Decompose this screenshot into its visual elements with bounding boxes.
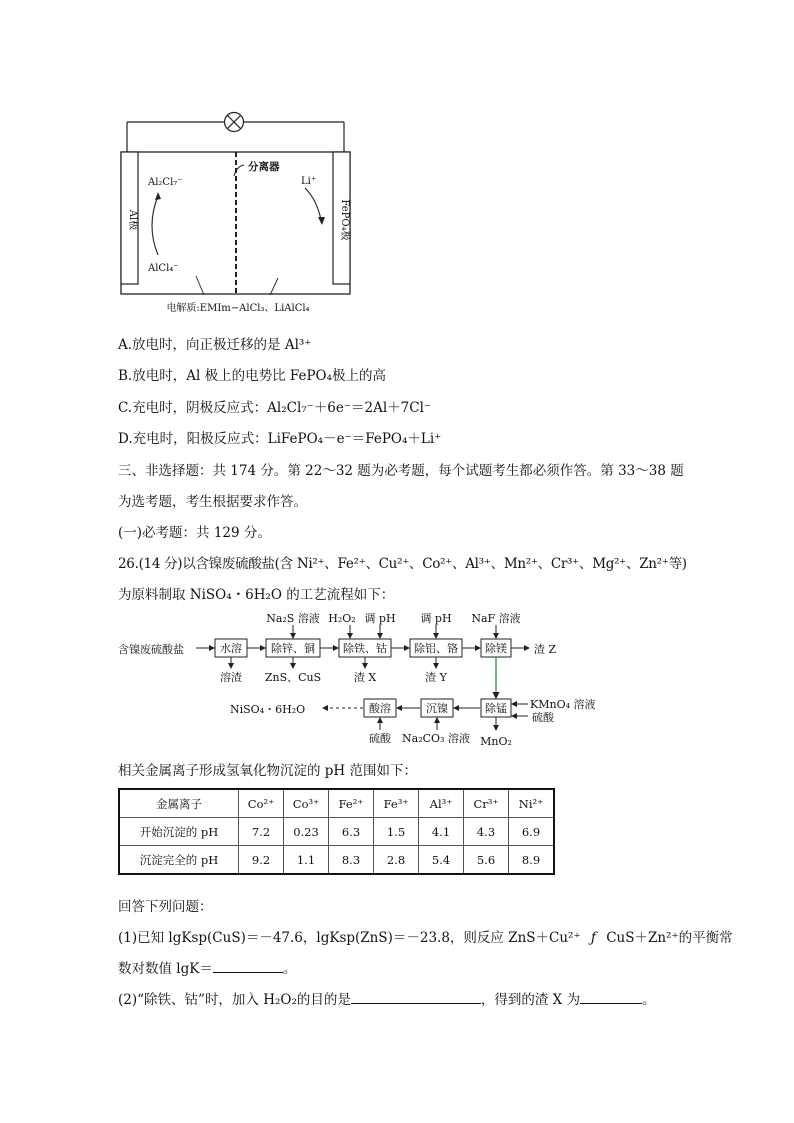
flow-reagent6a: KMnO₄ 溶液 bbox=[530, 698, 596, 711]
option-b: B.放电时，Al 极上的电势比 FePO₄极上的高 bbox=[118, 368, 387, 384]
flow-box5-label: 除镁 bbox=[485, 642, 507, 655]
flow-out6: MnO₂ bbox=[480, 735, 512, 748]
flow-reagent5: NaF 溶液 bbox=[471, 612, 521, 625]
table-cell: 开始沉淀的 pH bbox=[119, 818, 239, 846]
q1-line2-text: 数对数值 lgK＝ bbox=[118, 961, 213, 977]
separator-label: 分离器 bbox=[248, 161, 280, 173]
q1-line2-end: 。 bbox=[282, 961, 297, 977]
table-cell: 6.9 bbox=[509, 818, 555, 846]
flow-box4-label: 除铝、铬 bbox=[414, 642, 458, 655]
table-row bbox=[119, 818, 554, 846]
flow-box7-label: 沉镍 bbox=[426, 702, 448, 715]
q2-text-mid: ，得到的渣 X 为 bbox=[480, 992, 581, 1008]
q1-text-a: (1)已知 lgKsp(CuS)＝－47.6，lgKsp(ZnS)＝－23.8，则反应 ZnS＋Cu²⁺ bbox=[118, 930, 581, 946]
flow-out1: 溶渣 bbox=[220, 671, 242, 684]
flow-out2: ZnS、CuS bbox=[264, 671, 322, 684]
flow-out4: 渣 Y bbox=[425, 671, 447, 684]
section-line-1: 三、非选择题：共 174 分。第 22～32 题为必考题，每个试题考生都必须作答。第 33～38 题 bbox=[118, 463, 684, 479]
table-cell: 0.23 bbox=[284, 818, 329, 846]
electrolyte-label: 电解质:EMIm−AlCl₃、LiAlCl₄ bbox=[166, 303, 310, 314]
table-cell: 9.2 bbox=[239, 846, 284, 875]
flow-reagent2: Na₂S 溶液 bbox=[266, 612, 320, 625]
answer-intro: 回答下列问题： bbox=[118, 899, 213, 915]
right-electrode-label: FePO₄极 bbox=[339, 199, 350, 241]
table-cell: 7.2 bbox=[239, 818, 284, 846]
table-cell: 沉淀完全的 pH bbox=[119, 846, 239, 875]
table-cell: 4.1 bbox=[419, 818, 464, 846]
left-electrode-label: Al极 bbox=[127, 209, 138, 231]
lamp-icon bbox=[225, 113, 244, 132]
battery-diagram bbox=[118, 108, 368, 318]
table-header: 金属离子 bbox=[119, 789, 239, 818]
flow-out5: 渣 Z bbox=[534, 643, 557, 656]
flow-product: NiSO₄・6H₂O bbox=[230, 703, 306, 716]
answer-blank[interactable] bbox=[213, 971, 283, 973]
flow-box3-label: 除铁、钴 bbox=[343, 642, 387, 655]
flow-box2-label: 除锌、铜 bbox=[271, 642, 315, 655]
flow-reagent3b: 调 pH bbox=[364, 612, 396, 625]
process-flowchart bbox=[118, 608, 618, 750]
flow-reagent8: 硫酸 bbox=[369, 732, 391, 745]
q2-text-end: 。 bbox=[642, 992, 656, 1008]
section-line-2: 为选考题，考生根据要求作答。 bbox=[118, 494, 307, 510]
option-d: D.充电时，阳极反应式：LiFePO₄－e⁻＝FePO₄＋Li⁺ bbox=[118, 431, 442, 447]
left-arrow bbox=[152, 196, 158, 255]
table-cell: 5.4 bbox=[419, 846, 464, 875]
table-header: Al³⁺ bbox=[419, 789, 464, 818]
table-cell: 8.3 bbox=[329, 846, 374, 875]
table-header: Ni²⁺ bbox=[509, 789, 555, 818]
right-arrow bbox=[305, 188, 321, 220]
table-cell: 2.8 bbox=[374, 846, 419, 875]
flow-reagent6b: 硫酸 bbox=[532, 711, 554, 724]
q1-text-b: CuS＋Zn²⁺的平衡常 bbox=[606, 930, 733, 946]
table-header-row bbox=[119, 789, 554, 818]
answer-blank[interactable] bbox=[580, 1002, 642, 1004]
table-header: Fe²⁺ bbox=[329, 789, 374, 818]
required-heading: (一)必考题：共 129 分。 bbox=[118, 525, 271, 541]
q2-text-start: (2)“除铁、钴”时，加入 H₂O₂的目的是 bbox=[118, 992, 351, 1008]
flow-box1-label: 水溶 bbox=[220, 642, 242, 655]
table-header: Co³⁺ bbox=[284, 789, 329, 818]
table-cell: 6.3 bbox=[329, 818, 374, 846]
flow-start: 含镍废硫酸盐 bbox=[118, 643, 184, 656]
ph-table bbox=[118, 788, 555, 875]
left-bottom-ion: AlCl₄⁻ bbox=[148, 263, 179, 274]
answer-blank[interactable] bbox=[351, 1002, 481, 1004]
table-cell: 1.5 bbox=[374, 818, 419, 846]
option-c: C.充电时，阴极反应式：Al₂Cl₇⁻＋6e⁻＝2Al＋7Cl⁻ bbox=[118, 400, 432, 416]
flow-box8-label: 酸溶 bbox=[369, 702, 391, 715]
table-cell: 5.6 bbox=[464, 846, 509, 875]
table-cell: 1.1 bbox=[284, 846, 329, 875]
option-a: A.放电时，向正极迁移的是 Al³⁺ bbox=[118, 337, 312, 353]
question-2 bbox=[118, 988, 656, 1008]
question-1-line-2 bbox=[118, 957, 296, 977]
flow-out3: 渣 X bbox=[353, 671, 377, 684]
flow-reagent4: 调 pH bbox=[420, 612, 452, 625]
flow-reagent7: Na₂CO₃ 溶液 bbox=[402, 732, 470, 745]
q1-equilibrium-symbol: ƒ bbox=[590, 930, 596, 946]
question-1-line-1 bbox=[118, 926, 733, 946]
flow-box6-label: 除锰 bbox=[485, 702, 507, 715]
table-header: Fe³⁺ bbox=[374, 789, 419, 818]
flow-reagent3a: H₂O₂ bbox=[328, 612, 356, 625]
right-ion: Li⁺ bbox=[301, 176, 317, 187]
table-intro: 相关金属离子形成氢氧化物沉淀的 pH 范围如下： bbox=[118, 763, 417, 779]
table-row bbox=[119, 846, 554, 875]
q26-line-1: 26.(14 分)以含镍废硫酸盐(含 Ni²⁺、Fe²⁺、Cu²⁺、Co²⁺、Al³⁺、Mn²⁺、Cr³⁺、Mg²⁺、Zn²⁺等) bbox=[118, 556, 687, 572]
table-cell: 4.3 bbox=[464, 818, 509, 846]
table-header: Cr³⁺ bbox=[464, 789, 509, 818]
table-cell: 8.9 bbox=[509, 846, 555, 875]
left-top-ion: Al₂Cl₇⁻ bbox=[148, 177, 183, 188]
table-header: Co²⁺ bbox=[239, 789, 284, 818]
q26-line-2: 为原料制取 NiSO₄・6H₂O 的工艺流程如下： bbox=[118, 587, 395, 603]
